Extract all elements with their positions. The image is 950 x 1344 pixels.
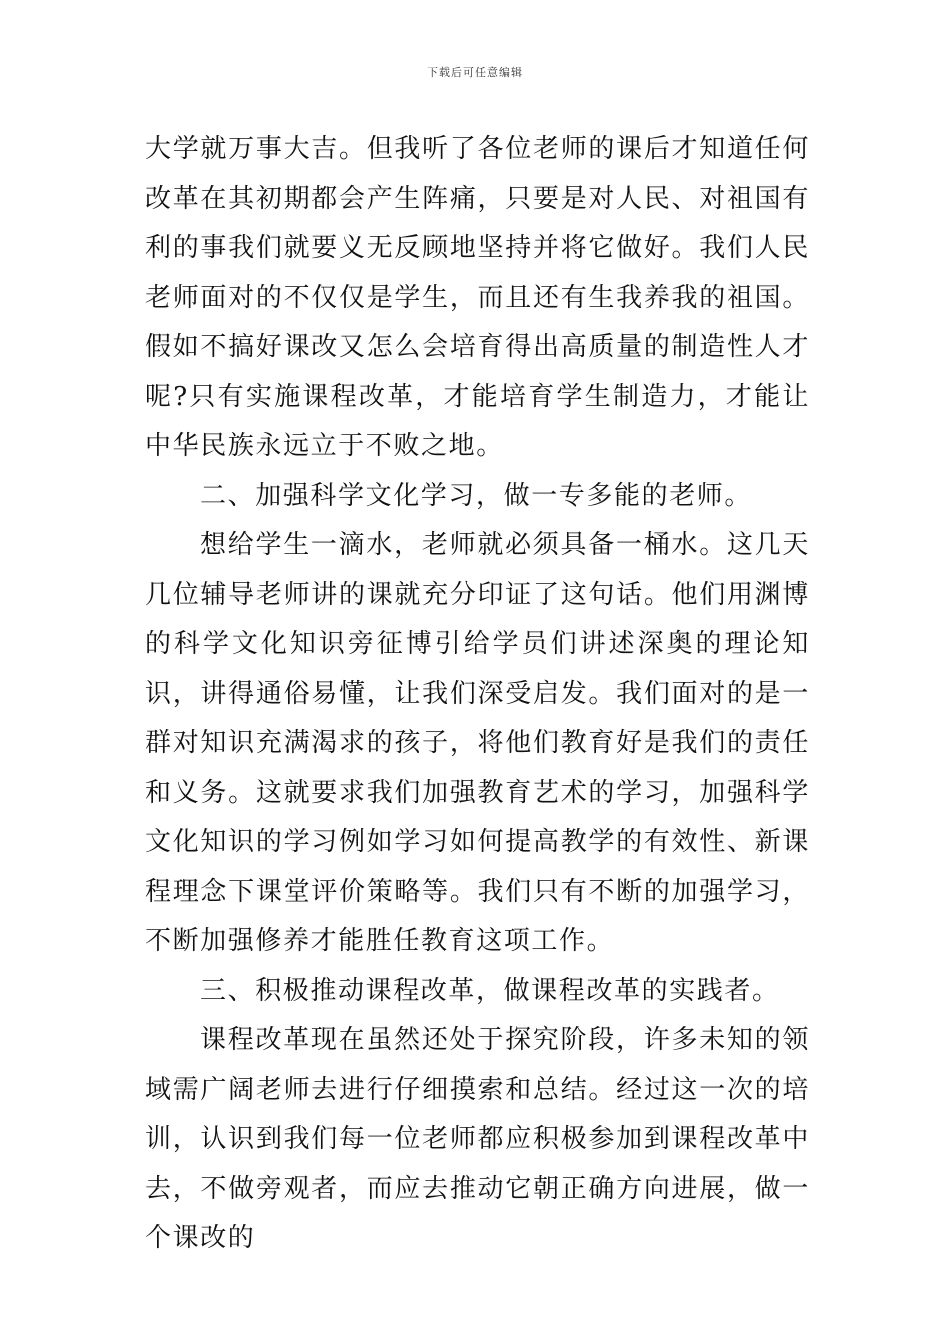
section-heading-2: 二、加强科学文化学习，做一专多能的老师。 [200,480,753,511]
paragraph-reform: 课程改革现在虽然还处于探究阶段，许多未知的领域需广阔老师去进行仔细摸索和总结。经过这一次的培训，认识到我们每一位老师都应积极参加到课程改革中去，不做旁观者，而应去推动它朝正确方向进展，做一个课改的 [145,1025,810,1253]
page-header-note: 下载后可任意编辑 [427,66,523,79]
paragraph-learning: 想给学生一滴水，老师就必须具备一桶水。这几天几位辅导老师讲的课就充分印证了这句话。他们用渊博的科学文化知识旁征博引给学员们讲述深奥的理论知识，讲得通俗易懂，让我们深受启发。我们面对的是一群对知识充满渴求的孩子，将他们教育好是我们的责任和义务。这就要求我们加强教育艺术的学习，加强科学文化知识的学习例如学习如何提高教学的有效性、新课程理念下课堂评价策略等。我们只有不断的加强学习，不断加强修养才能胜任教育这项工作。 [145,530,810,956]
paragraph-continuation: 大学就万事大吉。但我听了各位老师的课后才知道任何改革在其初期都会产生阵痛，只要是对人民、对祖国有利的事我们就要义无反顾地坚持并将它做好。我们人民老师面对的不仅仅是学生，而且还有生我养我的祖国。假如不搞好课改又怎么会培育得出高质量的制造性人才呢?只有实施课程改革，才能培育学生制造力，才能让中华民族永远立于不败之地。 [145,134,810,461]
document-body [145,125,810,1264]
section-heading-3: 三、积极推动课程改革，做课程改革的实践者。 [200,975,780,1006]
